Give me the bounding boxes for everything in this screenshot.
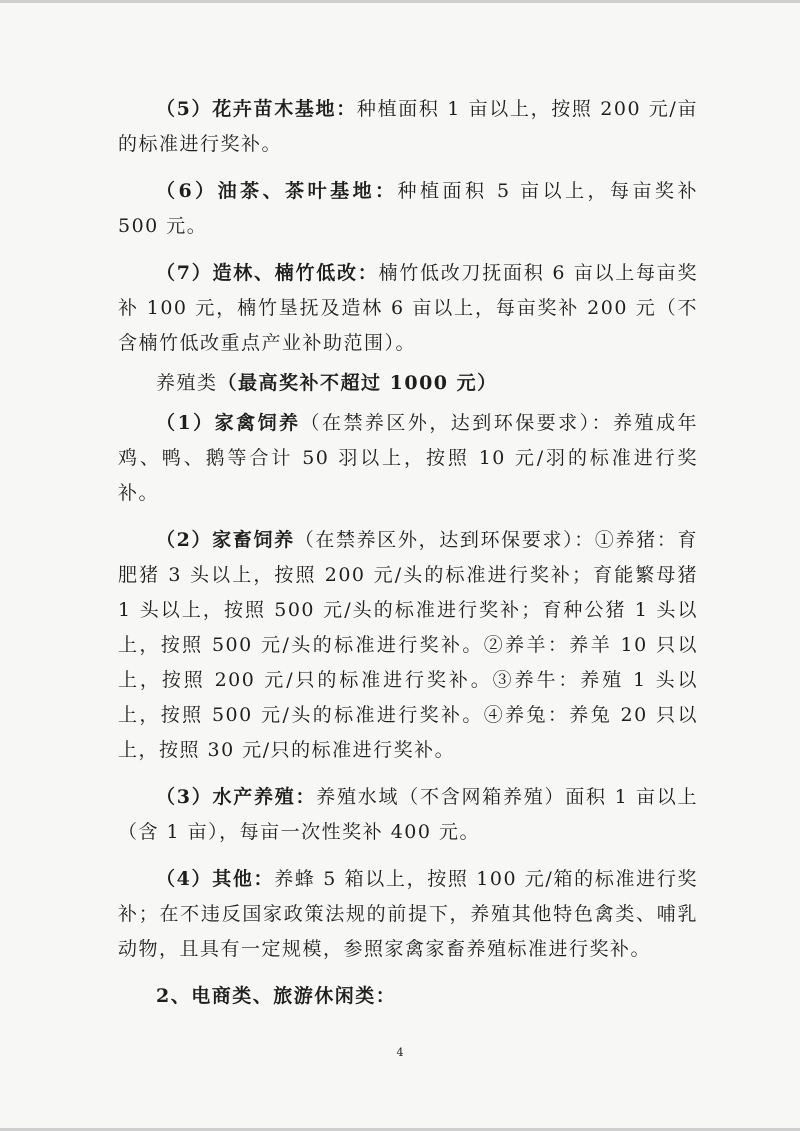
paragraph-lead: （3）水产养殖： <box>156 786 317 808</box>
document-page <box>118 92 698 1019</box>
paragraph-flower-nursery <box>118 92 698 162</box>
paragraph-text: （在禁养区外，达到环保要求）：养殖成年鸡、鸭、鹅等合计 50 羽以上，按照 10 元/羽的标准进行奖补。 <box>118 412 698 504</box>
paragraph-oil-tea <box>118 174 698 244</box>
paragraph-text: 楠竹低改刀抚面积 6 亩以上每亩奖补 100 元，楠竹垦抚及造林 6 亩以上，每亩奖补 200 元（不含楠竹低改重点产业补助范围）。 <box>118 262 698 354</box>
paragraph-aquaculture <box>118 780 698 850</box>
paragraph-text: 种植面积 1 亩以上，按照 200 元/亩的标准进行奖补。 <box>118 98 698 155</box>
paragraph-poultry <box>118 406 698 511</box>
scan-top-edge <box>0 0 800 3</box>
breeding-heading-title: 养殖类 <box>156 372 218 394</box>
paragraph-text: （在禁养区外，达到环保要求）：①养猪：育肥猪 3 头以上，按照 200 元/头的标准进行奖补；育能繁母猪 1 头以上，按照 500 元/头的标准进行奖补；育种公猪 1 头以上，按照 500 元/头的标准进行奖补。②养羊：养羊 10 只以上，按照 200 元/只的标准进行奖补。③养牛：养殖 1 头以上，按照 500 元/头的标准进行奖补。④养兔：养兔 20 只以上，按照 30 元/只的标准进行奖补。 <box>118 529 698 761</box>
paragraph-afforestation <box>118 256 698 361</box>
breeding-heading <box>118 366 698 401</box>
breeding-heading-limit: （最高奖补不超过 1000 元） <box>217 372 498 394</box>
paragraph-other <box>118 862 698 967</box>
paragraph-text: 养殖水域（不含网箱养殖）面积 1 亩以上（含 1 亩），每亩一次性奖补 400 元。 <box>118 786 698 843</box>
paragraph-lead: （2）家畜饲养 <box>156 529 295 551</box>
paragraph-livestock <box>118 523 698 768</box>
paragraph-text: 种植面积 5 亩以上，每亩奖补 500 元。 <box>118 180 698 237</box>
paragraph-lead: （4）其他： <box>156 868 275 890</box>
paragraph-lead: （6）油茶、茶叶基地： <box>156 180 398 202</box>
paragraph-lead: （5）花卉苗木基地： <box>156 98 357 120</box>
paragraph-lead: （1）家禽饲养 <box>156 412 301 434</box>
paragraph-lead: （7）造林、楠竹低改： <box>156 262 379 284</box>
section-heading-ecommerce: 2、电商类、旅游休闲类： <box>156 985 397 1007</box>
page-number: 4 <box>396 1046 404 1059</box>
paragraph-text: 养蜂 5 箱以上，按照 100 元/箱的标准进行奖补；在不违反国家政策法规的前提下，养殖其他特色禽类、哺乳动物，且具有一定规模，参照家禽家畜养殖标准进行奖补。 <box>118 868 698 960</box>
